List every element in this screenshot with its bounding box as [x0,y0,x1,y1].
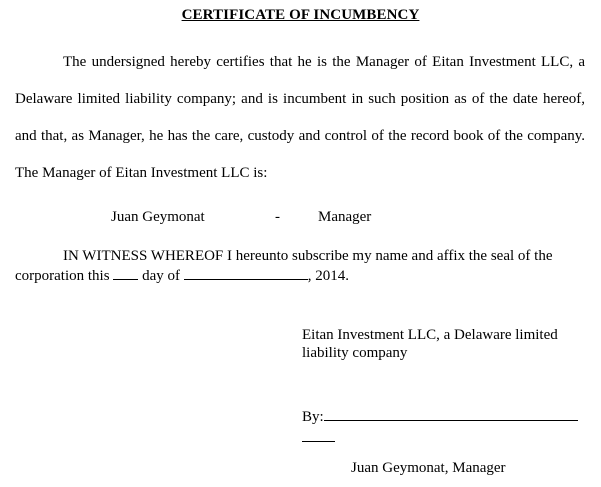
certification-paragraph: The undersigned hereby certifies that he is the Manager of Eitan Investment LLC, a Delaware limited liability company; and is incumbent in such position as of the date hereof, and that, as Manager, he has the care, custody and control of the record book of the company. The Manager of Eitan Investment LLC is: [15,54,585,181]
officer-row [0,209,601,229]
month-blank-line [184,266,308,280]
signer-name: Juan Geymonat, Manager [351,460,506,476]
witness-text-middle: day of [138,268,184,284]
witness-text-start: IN WITNESS WHEREOF I hereunto subscribe my name and affix the seal of the corporation this [15,248,553,284]
witness-text-end: , 2014. [307,268,349,284]
officer-title: Manager [318,209,372,225]
signature-line-continuation [302,427,335,442]
signature-by-block [302,406,592,442]
document-title: CERTIFICATE OF INCUMBENCY [181,7,420,23]
day-blank-line [113,266,138,280]
by-label: By: [302,409,324,425]
officer-separator: - [275,209,280,225]
company-name-block: Eitan Investment LLC, a Delaware limited liability company [302,327,558,361]
officer-name: Juan Geymonat [111,209,205,225]
witness-paragraph [15,247,585,286]
signature-line [324,406,578,421]
